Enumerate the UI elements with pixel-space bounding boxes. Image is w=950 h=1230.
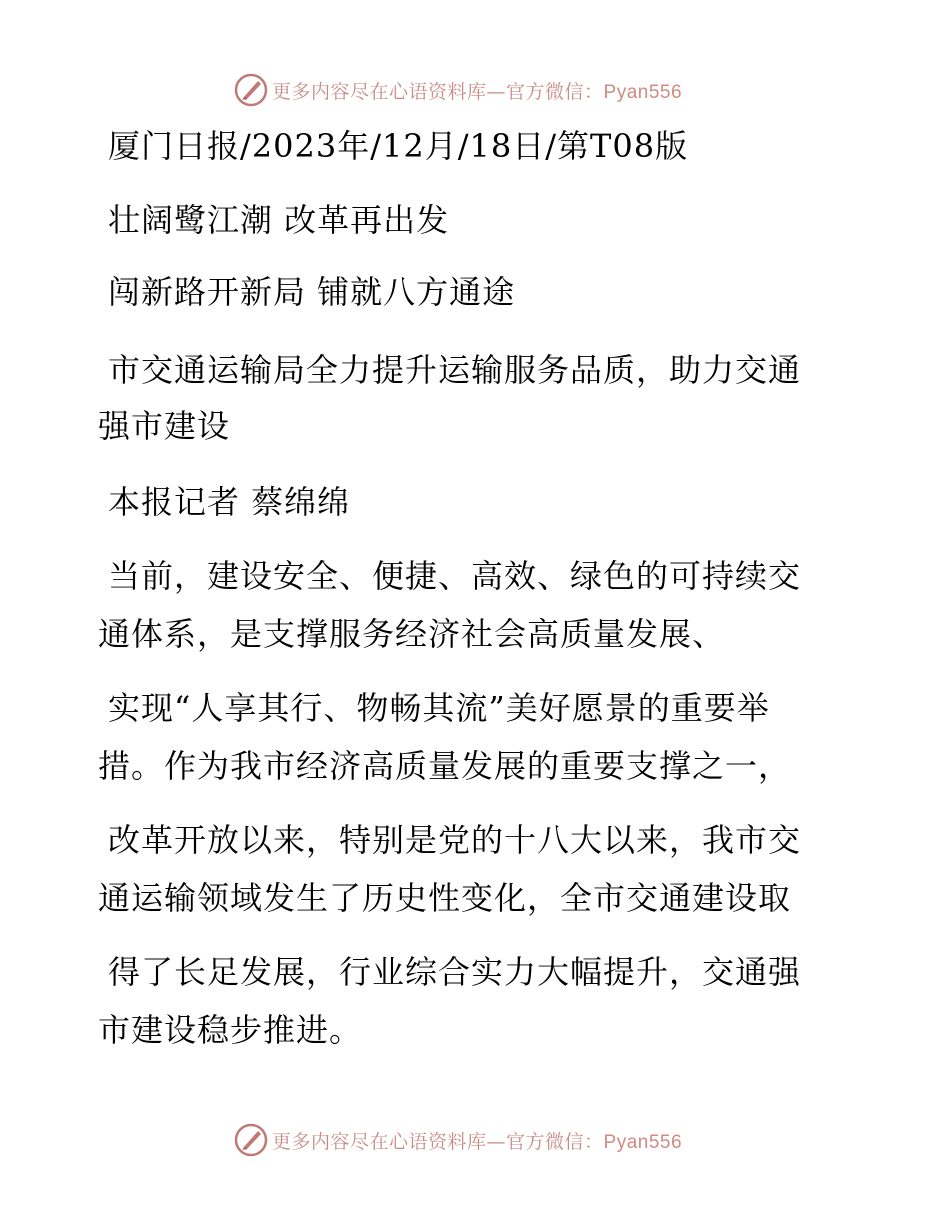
paragraph-line: 当前，建设安全、便捷、高效、绿色的可持续交 — [108, 557, 802, 595]
publication-line: 厦门日报/2023年/12月/18日/第T08版 — [108, 127, 689, 165]
quill-pen-logo-icon — [234, 73, 268, 107]
paragraph-line: 通体系，是支撑服务经济社会高质量发展、 — [98, 615, 726, 653]
paragraph-line: 改革开放以来，特别是党的十八大以来，我市交 — [108, 821, 802, 859]
subtitle-line-2: 强市建设 — [98, 407, 231, 445]
paragraph-line: 市建设稳步推进。 — [98, 1011, 363, 1049]
subtitle-line-1: 市交通运输局全力提升运输服务品质，助力交通 — [108, 351, 802, 389]
quill-pen-logo-icon — [234, 1123, 268, 1157]
paragraph-line: 得了长足发展，行业综合实力大幅提升，交通强 — [108, 953, 802, 991]
paragraph-line: 通运输领域发生了历史性变化，全市交通建设取 — [98, 879, 792, 917]
paragraph-line: 措。作为我市经济高质量发展的重要支撑之一， — [98, 747, 792, 785]
headline-line-1: 壮阔鹭江潮 改革再出发 — [108, 201, 450, 239]
header-watermark — [234, 70, 754, 110]
watermark-text: 更多内容尽在心语资料库—官方微信：Pyan556 — [272, 80, 683, 103]
paragraph-line: 实现“人享其行、物畅其流”美好愿景的重要举 — [108, 689, 770, 727]
headline-line-2: 闯新路开新局 铺就八方通途 — [108, 273, 516, 311]
footer-watermark — [234, 1120, 754, 1160]
byline: 本报记者 蔡绵绵 — [108, 483, 351, 521]
watermark-wechat-id: Pyan556 — [603, 1131, 683, 1153]
watermark-wechat-id: Pyan556 — [603, 81, 683, 103]
watermark-text: 更多内容尽在心语资料库—官方微信：Pyan556 — [272, 1130, 683, 1153]
